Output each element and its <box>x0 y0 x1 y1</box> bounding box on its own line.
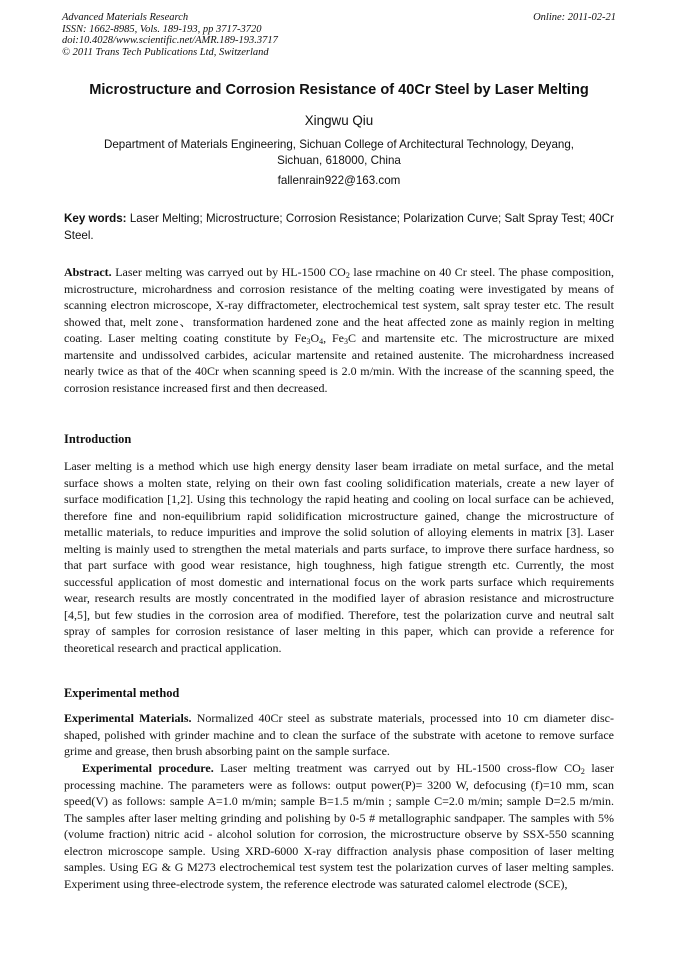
abstract <box>64 264 614 396</box>
introduction-text: Laser melting is a method which use high energy density laser beam irradiate on metal surface, and the metal surface shows a molten state, relying on their own fast cooling solidification materials, create a new layer of surface modification [1,2]. Using this technology the rapid heating and cooling on local surface can be achieved, therefore fine and non-equilibrium rapid solidification microstructure gained, change the microstructure of metallic materials, to reduce impurities and improve the solid solution of alloying elements in matrix [3]. Laser melting is mainly used to strengthen the metal materials and parts surface, to improve there surface hardness, so that part surface with good wear resistance, high toughness, high fatigue strength etc. Currently, the most successful application of most domestic and international focus on the work parts surface which requirements wear, research results are mostly concentrated in the modified layer of abrasion resistance and microstructure [4,5], but few studies in the corrosion area of modified. Therefore, test the polarization curve and neutral salt spray of samples for corrosion resistance of laser melting in this paper, which can provide a reference for theoretical research and practical application. <box>64 459 614 656</box>
keywords-text: Laser Melting; Microstructure; Corrosion Resistance; Polarization Curve; Salt Spray Test; 40Cr Steel. <box>64 212 614 242</box>
subscript: 4 <box>319 337 324 347</box>
procedure-text: Laser melting treatment was carryed out by HL-1500 cross-flow CO <box>220 761 581 775</box>
affiliation: Department of Materials Engineering, Sichuan College of Architectural Technology, Deyang, Sichuan, 618000, China <box>103 138 575 167</box>
subscript: 3 <box>306 337 311 347</box>
author-name: Xingwu Qiu <box>304 113 374 128</box>
abstract-text: , Fe <box>323 331 344 346</box>
experimental-materials <box>64 710 614 760</box>
subscript: 2 <box>580 767 585 776</box>
experimental-heading: Experimental method <box>64 686 180 700</box>
subscript: 3 <box>343 337 348 347</box>
keywords-label: Key words: <box>64 212 127 225</box>
introduction-heading: Introduction <box>64 432 132 446</box>
issn-line: ISSN: 1662-8985, Vols. 189-193, pp 3717-3720 <box>62 23 262 35</box>
procedure-text: laser processing machine. The parameters were as follows: output power(P)= 3200 W, defocusing (f)=10 mm, scan speed(V) as follows: sample A=1.0 m/min; sample B=1.5 m/min ; sample C=2.0 m/min; sample D=2.5 m/min. The samples after laser melting grinding and polishing by 0-5 # metallographic sandpaper. The samples with 5% (volume fraction) nitric acid - alcohol solution for corrosion, the microstructure observe by SSX-550 scanning electron microscope sample. Using XRD-6000 X-ray diffraction analysis phase composition of laser melting samples. Using EG & G M273 electrochemical test system test the polarization curves of laser melting samples. Experiment using three-electrode system, the reference electrode was saturated calomel electrode (SCE), <box>64 761 615 891</box>
materials-text: Normalized 40Cr steel as substrate materials, processed into 10 cm diameter disc-shaped, polished with grinder machine and to clean the surface of the substrate with acetone to remove surface grime and grease, then brush absorbing paint on the sample surface. <box>64 711 615 759</box>
journal-name: Advanced Materials Research <box>62 12 189 23</box>
experimental-procedure <box>64 760 614 892</box>
subscript: 2 <box>345 271 350 280</box>
journal-header <box>62 12 278 58</box>
copyright-line: © 2011 Trans Tech Publications Ltd, Switzerland <box>62 46 269 58</box>
abstract-text: C and martensite etc. The microstructure are mixed martensite and undissolved carbides, acicular martensite and retained austenite. The microhardness increased nearly twice as that of the 40Cr when scanning speed is 2.0 m/min. With the increase of the scanning speed, the corrosion resistance increased first and then decreased. <box>64 331 615 395</box>
abstract-label: Abstract. <box>64 265 112 279</box>
procedure-label: Experimental procedure. <box>82 761 214 775</box>
paper-title: Microstructure and Corrosion Resistance of 40Cr Steel by Laser Melting <box>89 82 589 98</box>
keywords <box>64 210 614 244</box>
abstract-text: O <box>310 331 320 346</box>
author-email: fallenrain922@163.com <box>277 174 401 187</box>
materials-label: Experimental Materials. <box>64 711 192 725</box>
abstract-text: lase rmachine on 40 Cr steel. The phase composition, microstructure, microhardness and corrosion resistance of the melting coating were investigated by means of scanning electron microscope, X-ray diffractometer, electrochemical test system, salt spray tester etc. The result showed that, melt zone、transformation hardened zone and the heat affected zone as mainly region in melting coating. Laser melting coating constitute by Fe <box>64 265 614 346</box>
doi-line: doi:10.4028/www.scientific.net/AMR.189-193.3717 <box>62 35 278 46</box>
online-date: Online: 2011-02-21 <box>533 12 616 23</box>
abstract-text: Laser melting was carryed out by HL-1500 CO <box>115 265 346 279</box>
